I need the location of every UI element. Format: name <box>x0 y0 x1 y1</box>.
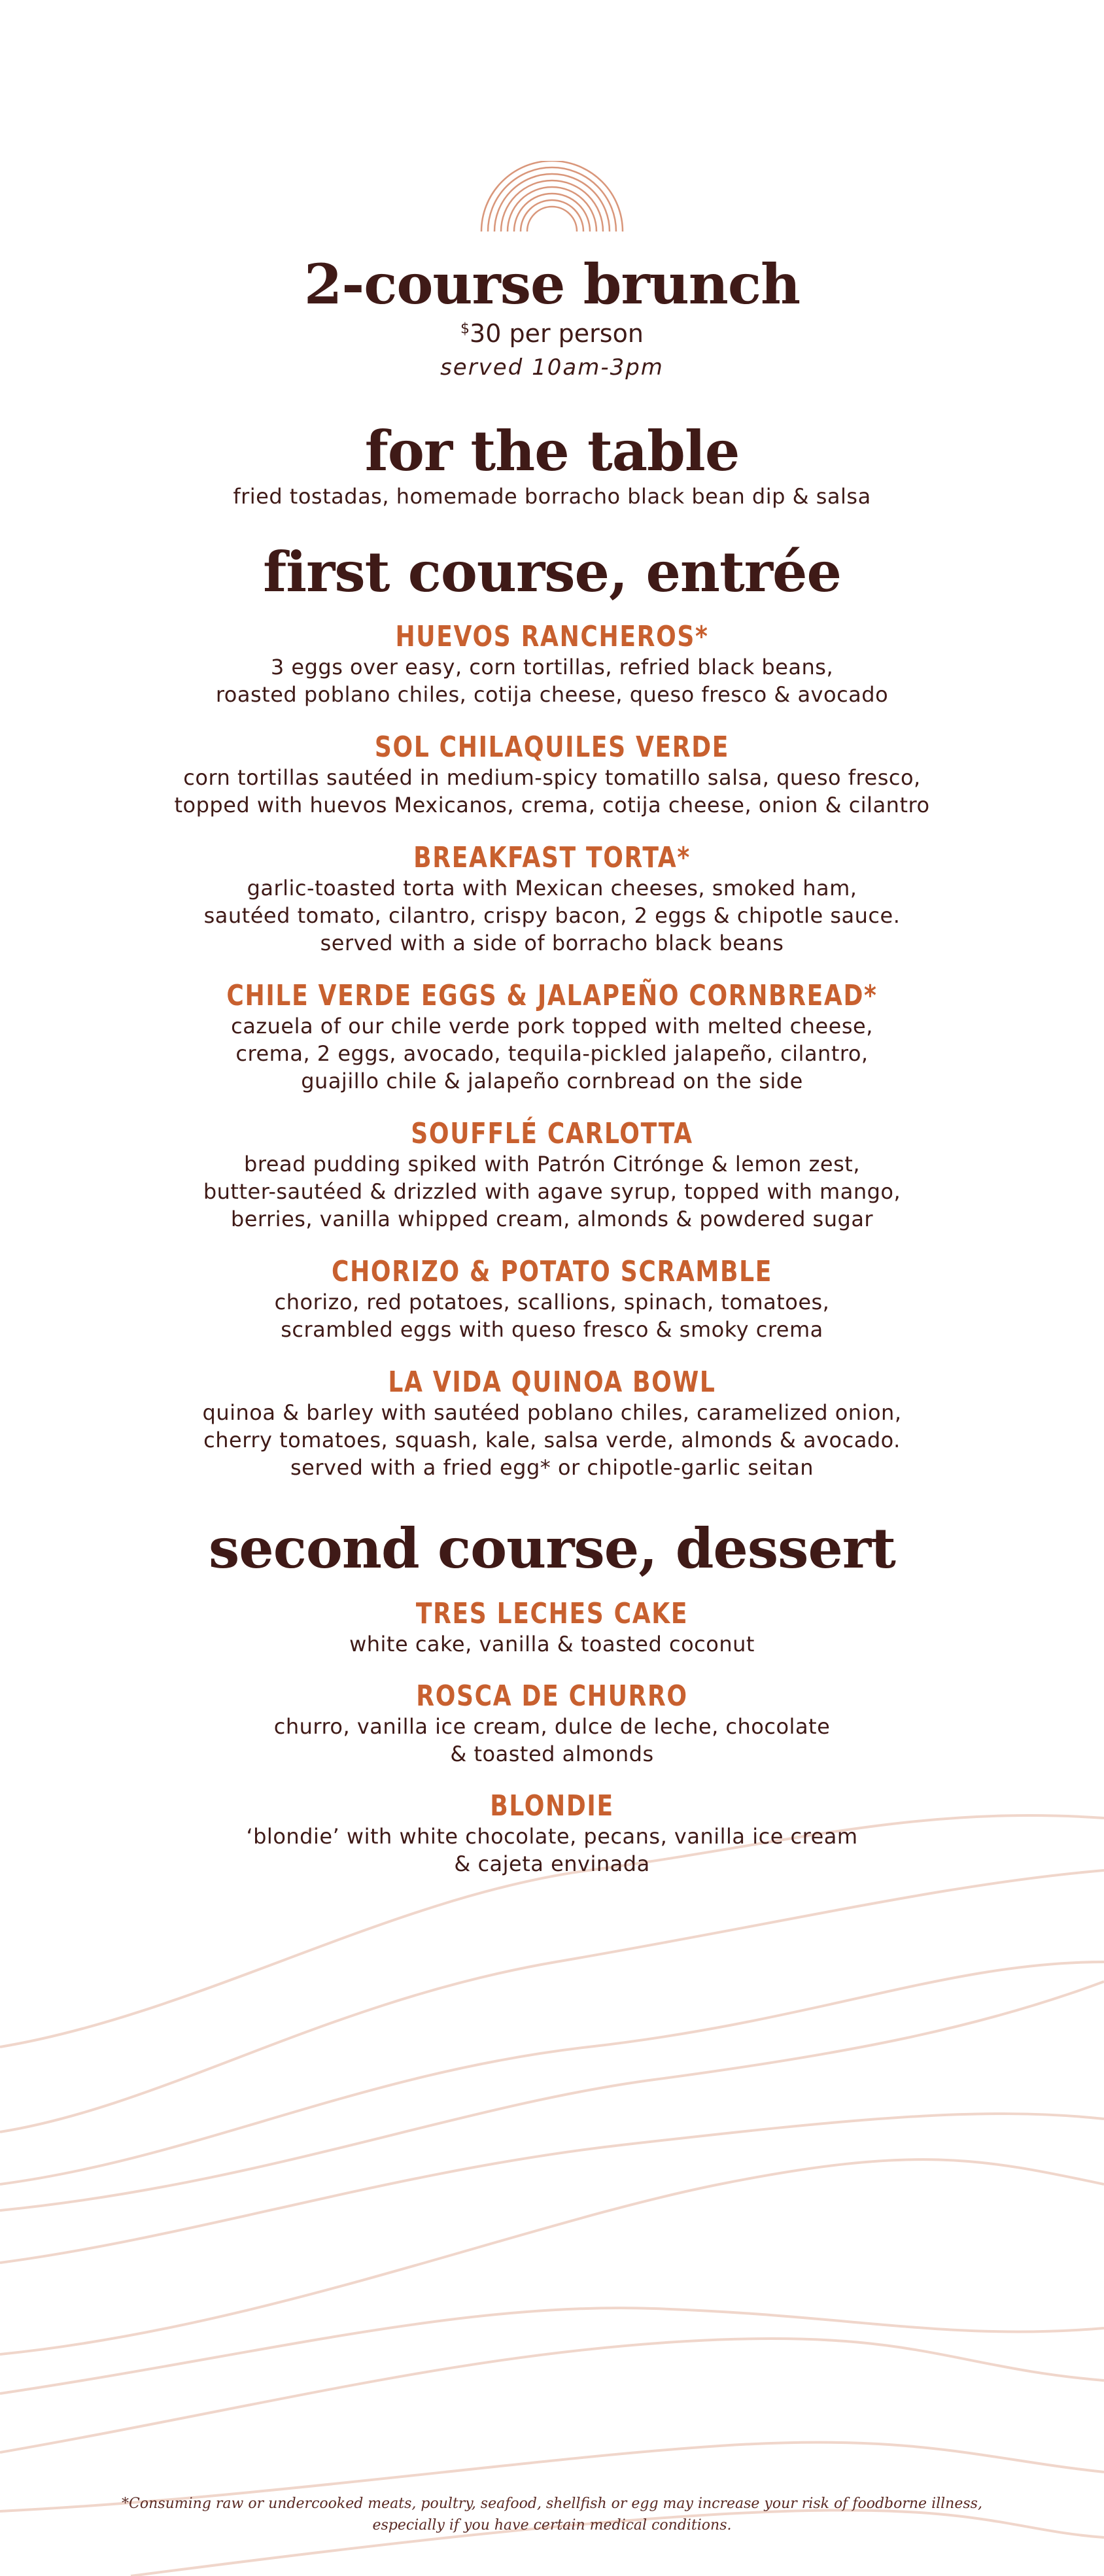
menu-item-rosca-de-churro <box>0 1679 1104 1768</box>
wave-background <box>0 1766 1104 2576</box>
menu-item-chilaquiles <box>0 730 1104 819</box>
item-title: ROSCA DE CHURRO <box>416 1679 688 1713</box>
item-title: CHILE VERDE EGGS & JALAPEÑO CORNBREAD* <box>226 979 878 1012</box>
item-desc-line: garlic-toasted torta with Mexican cheeses, smoked ham, <box>247 876 857 901</box>
item-desc-line: white cake, vanilla & toasted coconut <box>349 1632 755 1657</box>
item-desc-line: churro, vanilla ice cream, dulce de leche, chocolate <box>273 1714 831 1739</box>
served-hours: served 10am-3pm <box>440 354 664 381</box>
menu-item-blondie <box>0 1789 1104 1878</box>
item-title: HUEVOS RANCHEROS* <box>395 620 709 653</box>
for-table-title: for the table <box>364 419 740 483</box>
item-desc-line: ‘blondie’ with white chocolate, pecans, vanilla ice cream <box>246 1824 858 1849</box>
item-desc-line: served with a side of borracho black beans <box>320 931 784 955</box>
item-desc-line: guajillo chile & jalapeño cornbread on the side <box>301 1069 803 1093</box>
item-desc-line: & toasted almonds <box>450 1742 654 1766</box>
menu-item-chile-verde-eggs <box>0 979 1104 1095</box>
for-table-desc: fried tostadas, homemade borracho black bean dip & salsa <box>233 484 871 509</box>
item-desc-line: roasted poblano chiles, cotija cheese, queso fresco & avocado <box>215 682 889 707</box>
sun-arch-logo <box>477 161 627 233</box>
menu-item-chorizo-scramble <box>0 1255 1104 1343</box>
item-title: CHORIZO & POTATO SCRAMBLE <box>331 1255 773 1288</box>
item-desc-line: chorizo, red potatoes, scallions, spinach, tomatoes, <box>274 1290 830 1314</box>
item-title: TRES LECHES CAKE <box>415 1597 689 1630</box>
item-desc-line: & cajeta envinada <box>454 1851 650 1876</box>
item-desc-line: served with a fried egg* or chipotle-garlic seitan <box>290 1455 814 1480</box>
item-desc-line: berries, vanilla whipped cream, almonds & powdered sugar <box>230 1207 874 1231</box>
menu-item-huevos-rancheros <box>0 620 1104 708</box>
item-title: LA VIDA QUINOA BOWL <box>388 1365 716 1399</box>
item-title: SOL CHILAQUILES VERDE <box>374 730 730 764</box>
foodborne-illness-disclaimer <box>0 2493 1104 2536</box>
item-title: BLONDIE <box>490 1789 614 1823</box>
menu-item-tres-leches <box>0 1597 1104 1658</box>
item-title: SOUFFLÉ CARLOTTA <box>411 1117 693 1150</box>
first-course-title: first course, entrée <box>263 540 841 604</box>
item-desc-line: crema, 2 eggs, avocado, tequila-pickled jalapeño, cilantro, <box>235 1041 869 1066</box>
price-text: 30 per person <box>470 319 644 348</box>
menu-item-souffle-carlotta <box>0 1117 1104 1233</box>
item-desc-line: scrambled eggs with queso fresco & smoky crema <box>281 1317 823 1342</box>
price-symbol: $ <box>460 320 470 337</box>
item-desc-line: butter-sautéed & drizzled with agave syrup, topped with mango, <box>203 1179 901 1204</box>
item-desc-line: sautéed tomato, cilantro, crispy bacon, 2 eggs & chipotle sauce. <box>203 903 901 928</box>
item-title: BREAKFAST TORTA* <box>413 841 691 874</box>
menu-item-breakfast-torta <box>0 841 1104 957</box>
price-line <box>0 319 1104 348</box>
disclaimer-line: especially if you have certain medical conditions. <box>372 2517 732 2533</box>
disclaimer-line: *Consuming raw or undercooked meats, poultry, seafood, shellfish or egg may increase your risk of foodborne illness, <box>122 2496 982 2512</box>
item-desc-line: bread pudding spiked with Patrón Citrónge & lemon zest, <box>244 1152 860 1176</box>
item-desc-line: cazuela of our chile verde pork topped with melted cheese, <box>231 1014 873 1039</box>
brunch-title: 2-course brunch <box>303 252 801 317</box>
item-desc-line: 3 eggs over easy, corn tortillas, refried black beans, <box>270 655 834 679</box>
item-desc-line: topped with huevos Mexicanos, crema, cotija cheese, onion & cilantro <box>174 793 930 817</box>
menu-item-quinoa-bowl <box>0 1365 1104 1481</box>
item-desc-line: corn tortillas sautéed in medium-spicy tomatillo salsa, queso fresco, <box>183 765 921 790</box>
item-desc-line: quinoa & barley with sautéed poblano chiles, caramelized onion, <box>202 1400 902 1425</box>
second-course-title: second course, dessert <box>209 1516 895 1581</box>
item-desc-line: cherry tomatoes, squash, kale, salsa verde, almonds & avocado. <box>203 1428 901 1452</box>
